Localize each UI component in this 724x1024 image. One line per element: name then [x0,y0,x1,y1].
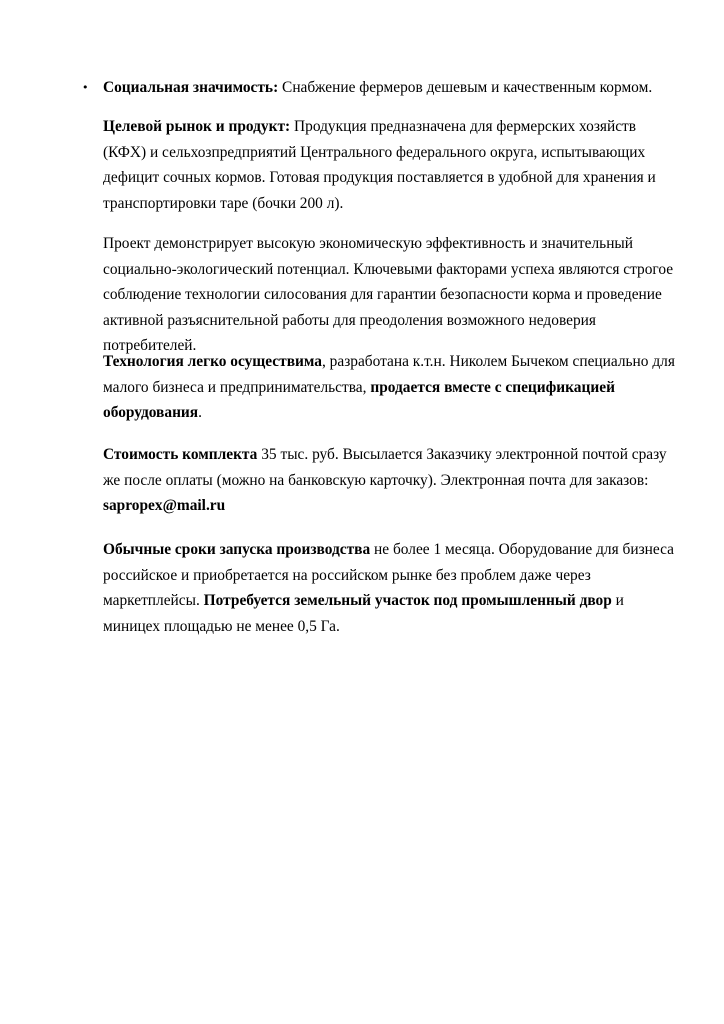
cost-body: 35 тыс. руб. Высылается Заказчику электронной почтой сразу же после оплаты (можно на банковскую карточку). Электронная почта для заказов: [103,446,667,489]
land-requirement-label: Потребуется земельный участок под промышленный двор [203,592,612,609]
technology-paragraph [103,349,678,426]
launch-body: не более 1 месяца. Оборудование для бизнеса российское и приобретается на российском рынке без проблем даже через маркетплейсы. [103,541,674,609]
cost-label: Стоимость комплекта [103,446,258,463]
summary-body: Проект демонстрирует высокую экономическую эффективность и значительный социально-экологический потенциал. Ключевыми факторами успеха являются строгое соблюдение технологии силосования для гарантии безопасности корма и проведение активной разъяснительной работы для преодоления возможного недоверия потребителей. [103,235,674,354]
launch-label: Обычные сроки запуска производства [103,541,371,558]
technology-body: , разработана к.т.н. Николем Бычеком специально для малого бизнеса и предпринимательства, [103,353,675,396]
land-requirement-body: и миницех площадью не менее 0,5 Га. [103,592,624,635]
target-market-label: Целевой рынок и продукт: [103,118,291,135]
technology-bold-tail: продается вместе с спецификацией оборудования [103,378,615,421]
order-email[interactable]: sapropex@mail.ru [103,497,226,514]
bullet-icon: • [82,81,89,94]
social-significance-label: Социальная значимость: [103,79,279,96]
social-significance-text [103,77,652,98]
target-market-paragraph [103,114,678,216]
launch-paragraph [103,537,678,639]
technology-label: Технология легко осуществима [103,353,322,370]
social-significance-body: Снабжение фермеров дешевым и качественным кормом. [278,79,653,96]
summary-paragraph [103,231,678,359]
cost-paragraph [103,442,678,519]
technology-end: . [198,404,202,421]
target-market-body: Продукция предназначена для фермерских хозяйств (КФХ) и сельхозпредприятий Центрального федерального округа, испытывающих дефицит сочных кормов. Готовая продукция поставляется в удобной для хранения и транспортировки таре (бочки 200 л). [103,118,656,212]
